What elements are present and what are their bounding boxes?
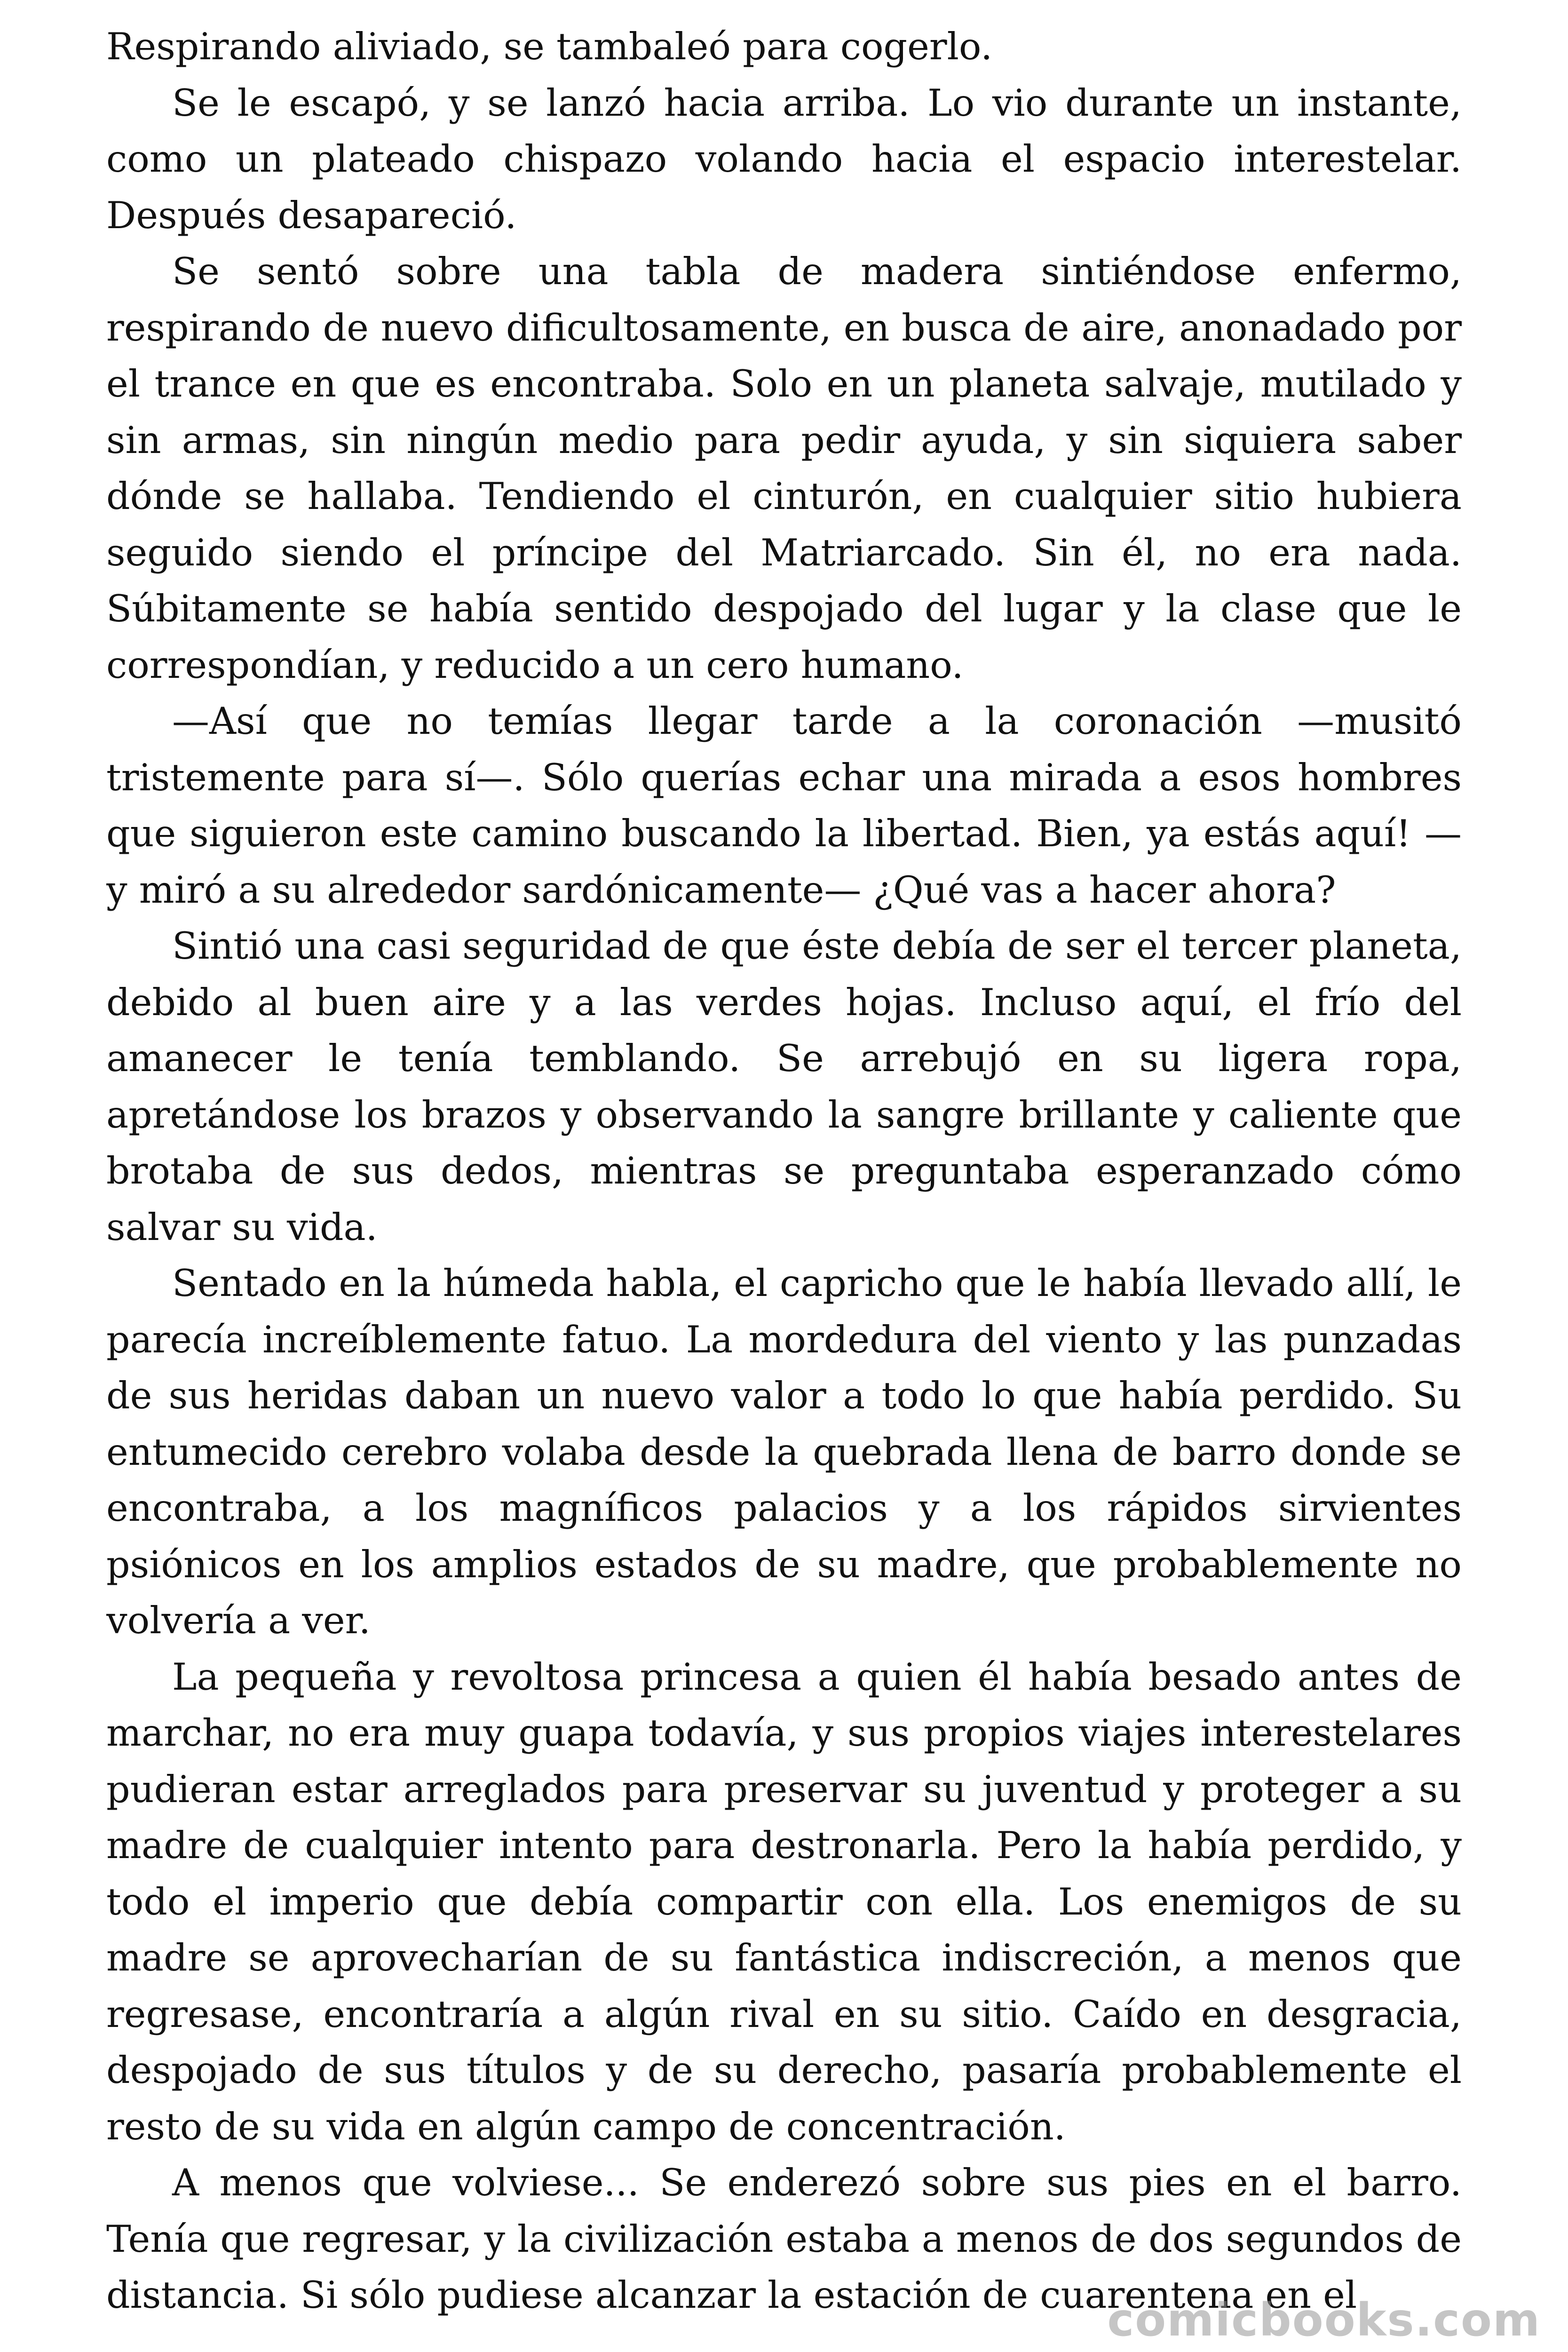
paragraph-2: Se le escapó, y se lanzó hacia arriba. Lo vio durante un instante, como un plateado chispazo volando hacia el espacio interestelar. Después desapareció.: [106, 81, 1462, 237]
paragraph-7: La pequeña y revoltosa princesa a quien él había besado antes de marchar, no era muy guapa todavía, y sus propios viajes interestelares pudieran estar arreglados para preservar su juventud y proteger a su madre de cualquier intento para destronarla. Pero la había perdido, y todo el imperio que debía compartir con ella. Los enemigos de su madre se aprovecharían de su fantástica indiscreción, a menos que regresase, encontraría a algún rival en su sitio. Caído en desgracia, despojado de sus títulos y de su derecho, pasaría probablemente el resto de su vida en algún campo de concentración.: [106, 1655, 1462, 2148]
book-page: [106, 19, 1462, 2338]
paragraph-4: —Así que no temías llegar tarde a la coronación —musitó tristemente para sí—. Sólo querías echar una mirada a esos hombres que siguieron este camino buscando la libertad. Bien, ya estás aquí! —y miró a su alrededor sardónicamente— ¿Qué vas a hacer ahora?: [106, 699, 1462, 912]
paragraph-1: Respirando aliviado, se tambaleó para cogerlo.: [106, 25, 993, 68]
watermark: comicbooks.com: [1107, 2294, 1541, 2346]
paragraph-5: Sintió una casi seguridad de que éste debía de ser el tercer planeta, debido al buen aire y a las verdes hojas. Incluso aquí, el frío del amanecer le tenía temblando. Se arrebujó en su ligera ropa, apretándose los brazos y observando la sangre brillante y caliente que brotaba de sus dedos, mientras se preguntaba esperanzado cómo salvar su vida.: [106, 924, 1462, 1249]
paragraph-8: A menos que volviese... Se enderezó sobre sus pies en el barro. Tenía que regresar, y la civilización estaba a menos de dos segundos de distancia. Si sólo pudiese alcanzar la estación de cuarentena en el: [106, 2161, 1462, 2317]
paragraph-3: Se sentó sobre una tabla de madera sintiéndose enfermo, respirando de nuevo dificultosamente, en busca de aire, anonadado por el trance en que es encontraba. Solo en un planeta salvaje, mutilado y sin armas, sin ningún medio para pedir ayuda, y sin siquiera saber dónde se hallaba. Tendiendo el cinturón, en cualquier sitio hubiera seguido siendo el príncipe del Matriarcado. Sin él, no era nada. Súbitamente se había sentido despojado del lugar y la clase que le correspondían, y reducido a un cero humano.: [106, 250, 1462, 687]
paragraph-6: Sentado en la húmeda habla, el capricho que le había llevado allí, le parecía increíblemente fatuo. La mordedura del viento y las punzadas de sus heridas daban un nuevo valor a todo lo que había perdido. Su entumecido cerebro volaba desde la quebrada llena de barro donde se encontraba, a los magníficos palacios y a los rápidos sirvientes psiónicos en los amplios estados de su madre, que probablemente no volvería a ver.: [106, 1262, 1462, 1642]
